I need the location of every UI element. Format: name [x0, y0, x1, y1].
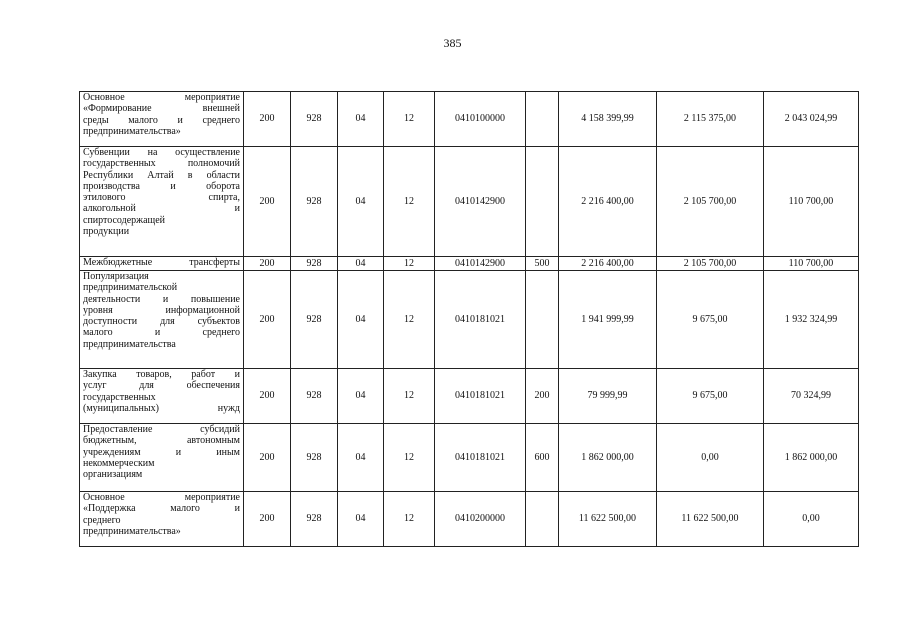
table-row: [80, 257, 859, 271]
amount-3-cell: 0,00: [764, 492, 859, 547]
ministry-code-cell: 928: [291, 92, 338, 147]
amount-2-cell: 2 105 700,00: [657, 147, 764, 257]
amount-total-cell: 1 941 999,99: [559, 271, 657, 369]
target-code-cell: 0410200000: [435, 492, 526, 547]
item-name-line: Основное мероприятие: [83, 492, 240, 503]
item-name-cell: [80, 271, 244, 369]
table-row: [80, 424, 859, 492]
ministry-code-cell: 928: [291, 369, 338, 424]
amount-total-cell: 11 622 500,00: [559, 492, 657, 547]
section-code-cell: 04: [338, 369, 384, 424]
item-name-line: услуг для обеспечения: [83, 380, 240, 392]
admin-code-cell: 200: [244, 424, 291, 492]
amount-total-cell: 4 158 399,99: [559, 92, 657, 147]
amount-3-cell: 1 862 000,00: [764, 424, 859, 492]
amount-2-cell: 0,00: [657, 424, 764, 492]
item-name-line: Межбюджетные трансферты: [83, 257, 240, 268]
expense-type-cell: [526, 92, 559, 147]
item-name-line: «Формирование внешней: [83, 103, 240, 115]
item-name-line: (муниципальных) нужд: [83, 402, 240, 414]
expense-type-cell: 500: [526, 257, 559, 271]
amount-3-cell: 110 700,00: [764, 147, 859, 257]
amount-total-cell: 2 216 400,00: [559, 147, 657, 257]
item-name-cell: [80, 147, 244, 257]
item-name-line: среды малого и среднего: [83, 114, 240, 126]
item-name-line: продукции: [83, 226, 130, 238]
section-code-cell: 04: [338, 147, 384, 257]
item-name-line: предпринимательства: [83, 338, 176, 350]
item-name-line: Основное мероприятие: [83, 92, 240, 103]
table-row: [80, 492, 859, 547]
target-code-cell: 0410181021: [435, 271, 526, 369]
item-name-line: «Поддержка малого и: [83, 503, 240, 515]
admin-code-cell: 200: [244, 271, 291, 369]
subsection-code-cell: 12: [384, 271, 435, 369]
amount-3-cell: 2 043 024,99: [764, 92, 859, 147]
ministry-code-cell: 928: [291, 424, 338, 492]
budget-table-body: [80, 92, 859, 547]
item-name-cell: [80, 92, 244, 147]
subsection-code-cell: 12: [384, 257, 435, 271]
item-name-cell: [80, 257, 244, 271]
amount-3-cell: 1 932 324,99: [764, 271, 859, 369]
item-name-line: Закупка товаров, работ и: [83, 369, 240, 380]
expense-type-cell: 200: [526, 369, 559, 424]
amount-2-cell: 2 115 375,00: [657, 92, 764, 147]
item-name-line: государственных полномочий: [83, 158, 240, 170]
ministry-code-cell: 928: [291, 271, 338, 369]
item-name-line: предпринимательства»: [83, 525, 181, 537]
item-name-cell: [80, 492, 244, 547]
amount-total-cell: 1 862 000,00: [559, 424, 657, 492]
admin-code-cell: 200: [244, 257, 291, 271]
target-code-cell: 0410181021: [435, 369, 526, 424]
item-name-line: доступности для субъектов: [83, 316, 240, 328]
admin-code-cell: 200: [244, 492, 291, 547]
section-code-cell: 04: [338, 424, 384, 492]
item-name-line: предпринимательства»: [83, 125, 181, 137]
target-code-cell: 0410142900: [435, 257, 526, 271]
amount-total-cell: 79 999,99: [559, 369, 657, 424]
amount-2-cell: 9 675,00: [657, 271, 764, 369]
expense-type-cell: 600: [526, 424, 559, 492]
item-name-line: Республики Алтай в области: [83, 169, 240, 181]
item-name-line: уровня информационной: [83, 304, 240, 316]
item-name-cell: [80, 424, 244, 492]
item-name-line: алкогольной и: [83, 203, 240, 215]
item-name-line: деятельности и повышение: [83, 293, 240, 305]
item-name-line: спиртосодержащей: [83, 214, 166, 226]
item-name-line: этилового спирта,: [83, 192, 240, 204]
item-name-line: предпринимательской: [83, 282, 178, 294]
section-code-cell: 04: [338, 271, 384, 369]
item-name-line: производства и оборота: [83, 180, 240, 192]
ministry-code-cell: 928: [291, 147, 338, 257]
expense-type-cell: [526, 147, 559, 257]
subsection-code-cell: 12: [384, 492, 435, 547]
item-name-line: бюджетным, автономным: [83, 435, 240, 447]
item-name-line: среднего: [83, 514, 121, 526]
item-name-line: Субвенции на осуществление: [83, 147, 240, 158]
target-code-cell: 0410142900: [435, 147, 526, 257]
table-row: [80, 92, 859, 147]
expense-type-cell: [526, 271, 559, 369]
table-row: [80, 369, 859, 424]
subsection-code-cell: 12: [384, 147, 435, 257]
section-code-cell: 04: [338, 257, 384, 271]
budget-table: [79, 91, 859, 547]
subsection-code-cell: 12: [384, 424, 435, 492]
admin-code-cell: 200: [244, 147, 291, 257]
item-name-line: малого и среднего: [83, 327, 240, 339]
target-code-cell: 0410100000: [435, 92, 526, 147]
item-name-cell: [80, 369, 244, 424]
amount-total-cell: 2 216 400,00: [559, 257, 657, 271]
ministry-code-cell: 928: [291, 492, 338, 547]
expense-type-cell: [526, 492, 559, 547]
item-name-line: государственных: [83, 391, 156, 403]
item-name-line: некоммерческим: [83, 457, 155, 469]
item-name-line: Популяризация: [83, 271, 149, 282]
subsection-code-cell: 12: [384, 369, 435, 424]
amount-3-cell: 110 700,00: [764, 257, 859, 271]
item-name-line: организациям: [83, 469, 143, 481]
admin-code-cell: 200: [244, 369, 291, 424]
item-name-line: учреждениям и иным: [83, 446, 240, 458]
section-code-cell: 04: [338, 92, 384, 147]
admin-code-cell: 200: [244, 92, 291, 147]
amount-3-cell: 70 324,99: [764, 369, 859, 424]
subsection-code-cell: 12: [384, 92, 435, 147]
table-row: [80, 147, 859, 257]
page-number: 385: [443, 36, 462, 50]
item-name-line: Предоставление субсидий: [83, 424, 240, 435]
section-code-cell: 04: [338, 492, 384, 547]
target-code-cell: 0410181021: [435, 424, 526, 492]
amount-2-cell: 2 105 700,00: [657, 257, 764, 271]
amount-2-cell: 11 622 500,00: [657, 492, 764, 547]
table-row: [80, 271, 859, 369]
ministry-code-cell: 928: [291, 257, 338, 271]
amount-2-cell: 9 675,00: [657, 369, 764, 424]
